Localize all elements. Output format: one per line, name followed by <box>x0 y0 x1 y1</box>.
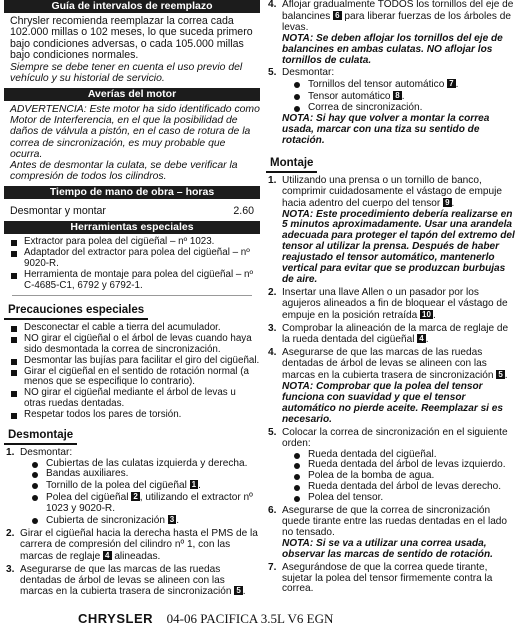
removal-steps <box>4 448 260 599</box>
list-item: Polea del cigüeñal 2 , utilizando el extractor nº 1023 y 9020-R. <box>30 492 260 515</box>
step-5-note: NOTA: Si hay que volver a montar la correa usada, marcar con una tiza su sentido de rotación. <box>282 113 490 146</box>
install-step-4-note: NOTA: Comprobar que la polea del tensor funciona con suavidad y que el tensor automático no pierde aceite. Reemplazar si es necesario. <box>282 381 504 425</box>
list-item: Tensor automático 8 . <box>292 91 516 103</box>
callout-5: 5 <box>236 586 241 596</box>
step-4-note: NOTA: Se deben aflojar los tornillos del eje de balancines en ambas culatas. NO aflojar los tornillos de culata. <box>282 32 503 66</box>
install-step-6-note: NOTA: Si se va a utilizar una correa usada, observar las marcas de sentido de rotación. <box>282 537 493 560</box>
labor-label: Desmontar y montar <box>10 205 106 218</box>
engine-damage-note: Antes de desmontar la culata, se debe verificar la compresión de todos los cilindros. <box>10 160 238 183</box>
tool-item: Adaptador del extractor para polea del cigüeñal – nº 9020-R. <box>10 248 260 270</box>
footer-brand: CHRYSLER <box>78 611 154 626</box>
left-column <box>4 0 260 600</box>
removal-step-1-items <box>20 459 260 527</box>
list-item: Polea del tensor. <box>292 493 516 504</box>
removal-step-5: 5. Desmontar: Tornillos del tensor automático 7 . Tensor automático 8 . Correa de sincronización. NOTA: Si hay que volver a montar la correa usada, marcar con una tiza su sentido de rotación. <box>266 68 516 146</box>
labor-value: 2.60 <box>233 205 254 218</box>
install-step-6: 6. Asegurarse de que la correa de sincronización quede tirante entre las ruedas dentadas en el lado no tensado. NOTA: Si se va a utilizar una correa usada, observar las marcas de sentido de rotación. <box>266 506 516 561</box>
list-item: Cubiertas de las culatas izquierda y derecha. <box>30 459 260 470</box>
removal-step-3: 3. Asegurarse de que las marcas de las ruedas dentadas de árbol de levas se alineen con las marcas en la cubierta trasera de sincronización 5 . <box>6 563 246 598</box>
labor-time-title: Tiempo de mano de obra – horas <box>4 186 260 199</box>
list-item: Correa de sincronización. <box>292 103 516 114</box>
removal-step-1: 1. Desmontar: Cubiertas de las culatas izquierda y derecha. Bandas auxiliares. Tornillo de la polea del cigüeñal 1 . Polea del cigüeñal 2 , utilizando el extractor nº 1023 y 9020-R. Cubierta de sincronización 3 . <box>4 448 260 527</box>
install-step-1-note: NOTA: Este procedimiento debería realizarse en 5 minutos aproximadamente. Usar una arandela adecuada para proteger el tapón del extremo del tensor al utilizar la prensa. Después de haber reajustado el tensor automático, mantenerlo vertical para evitar que se produzcan burbujas de aire. <box>282 208 515 285</box>
tool-item: Extractor para polea del cigüeñal – nº 1023. <box>10 237 260 248</box>
precaution-item: Desconectar el cable a tierra del acumulador. <box>10 323 260 334</box>
list-item: Cubierta de sincronización 3 . <box>30 515 260 527</box>
list-item: Tornillos del tensor automático 7 . <box>292 79 516 91</box>
list-item: Rueda dentada del árbol de levas izquierdo. <box>292 460 516 471</box>
right-column <box>266 0 516 597</box>
divider <box>12 295 252 296</box>
precaution-item: Desmontar las bujías para facilitar el giro del cigüeñal. <box>10 356 260 367</box>
interval-guide-title: Guía de intervalos de reemplazo <box>4 0 260 13</box>
precaution-item: NO girar el cigüeñal o el árbol de levas cuando haya sido desmontada la correa de sincronización. <box>10 334 260 356</box>
special-tools-title: Herramientas especiales <box>4 221 260 234</box>
special-tools-list <box>4 237 260 291</box>
callout-8: 8 <box>395 91 400 101</box>
removal-steps-continued <box>266 0 516 147</box>
callout-5b: 5 <box>498 370 503 380</box>
interval-text: Chrysler recomienda reemplazar la correa cada 102.000 millas o 102 meses, lo que suceda primero bajo condiciones adversas, o cada 105.000 millas bajo condiciones normales. <box>10 15 253 62</box>
precautions-list <box>4 323 260 420</box>
callout-7: 7 <box>449 79 454 89</box>
removal-step-2: 2. Girar el cigüeñal hacia la derecha hasta el PMS de la carrera de compresión del cilindro nº 1, con las marcas de reglaje 4 alineadas. <box>6 527 258 562</box>
callout-4: 4 <box>105 550 110 560</box>
installation-title: Montaje <box>266 155 317 173</box>
callout-4b: 4 <box>419 334 424 344</box>
removal-step-4: 4. Aflojar gradualmente TODOS los tornillos del eje de balancines 6 para liberar fuerzas de los árboles de levas. NOTA: Se deben aflojar los tornillos del eje de balancines en ambas culatas. NO aflojar los tornillos de culata. <box>266 0 516 66</box>
engine-damage-warning: ADVERTENCIA: Este motor ha sido identificado como Motor de Interferencia, en el que la posibilidad de daños de válvula a pistón, en el caso de rotura de la correa de sincronización, es muy probable que ocurra. <box>10 104 260 160</box>
special-precautions-title: Precauciones especiales <box>4 302 148 320</box>
interval-italic-note: Siempre se debe tener en cuenta el uso previo del vehículo y su historial de servicio. <box>10 61 243 84</box>
install-step-5: 5. Colocar la correa de sincronización en el siguiente orden: Rueda dentada del cigüeñal. Rueda dentada del árbol de levas izquierdo. Polea de la bomba de agua. Rueda dentada del árbol de levas derecho. Polea del tensor. <box>266 428 516 504</box>
tool-item: Herramienta de montaje para polea del cigüeñal – nº C-4685-C1, 6792 y 6792-1. <box>10 270 260 292</box>
list-item: Polea de la bomba de agua. <box>292 471 516 482</box>
install-step-4: 4. Asegurarse de que las marcas de las ruedas dentadas de árbol de levas se alineen con las marcas en la cubierta trasera de sincronización 5 . NOTA: Comprobar que la polea del tensor funciona con suavidad y que el tensor automático no pierde aceite. Reemplazar si es necesario. <box>266 348 516 425</box>
callout-3: 3 <box>169 515 175 525</box>
callout-1: 1 <box>191 480 197 490</box>
install-step-1: 1. Utilizando una prensa o un tornillo de banco, comprimir cuidadosamente el vástago de empuje hacia adentro del cuerpo del tensor 9 . NOTA: Este procedimiento debería realizarse en 5 minutos aproximadamente. Usar una arandela adecuada para proteger el tapón del extremo del tensor al utilizar la prensa. Después de haber reajustado el tensor automático, mantenerlo vertical para evitar que se produzcan burbujas de aire. <box>268 174 515 285</box>
callout-9: 9 <box>445 197 450 207</box>
removal-title: Desmontaje <box>4 427 77 445</box>
callout-2: 2 <box>133 492 138 502</box>
labor-time-row <box>4 202 260 221</box>
precaution-item: NO girar el cigüeñal mediante el árbol de levas u otras ruedas dentadas. <box>10 388 260 410</box>
installation-steps <box>266 176 516 596</box>
install-step-2: 2. Insertar una llave Allen o un pasador por los agujeros alineados a fin de bloquear el vástago de empuje en la posición retraída 10 . <box>268 286 508 321</box>
callout-6: 6 <box>335 10 340 20</box>
list-item: Tornillo de la polea del cigüeñal 1 . <box>30 480 260 492</box>
engine-damage-title: Averías del motor <box>4 88 260 101</box>
list-item: Rueda dentada del árbol de levas derecho. <box>292 482 516 493</box>
list-item: Bandas auxiliares. <box>30 469 260 480</box>
precaution-item: Girar el cigüeñal en el sentido de rotación normal (a menos que se especifique lo contrario). <box>10 367 260 389</box>
install-step-3: 3. Comprobar la alineación de la marca de reglaje de la rueda dentada del cigüeñal 4 . <box>268 322 509 346</box>
list-item: Rueda dentada del cigüeñal. <box>292 450 516 461</box>
install-step-7: 7. Asegurándose de que la correa quede tirante, sujetar la polea del tensor firmemente contra la correa. <box>268 561 493 595</box>
callout-10: 10 <box>422 309 431 319</box>
footer-model: 04-06 PACIFICA 3.5L V6 EGN <box>166 611 334 626</box>
page-footer <box>78 612 333 626</box>
precaution-item: Respetar todos los pares de torsión. <box>10 410 260 421</box>
